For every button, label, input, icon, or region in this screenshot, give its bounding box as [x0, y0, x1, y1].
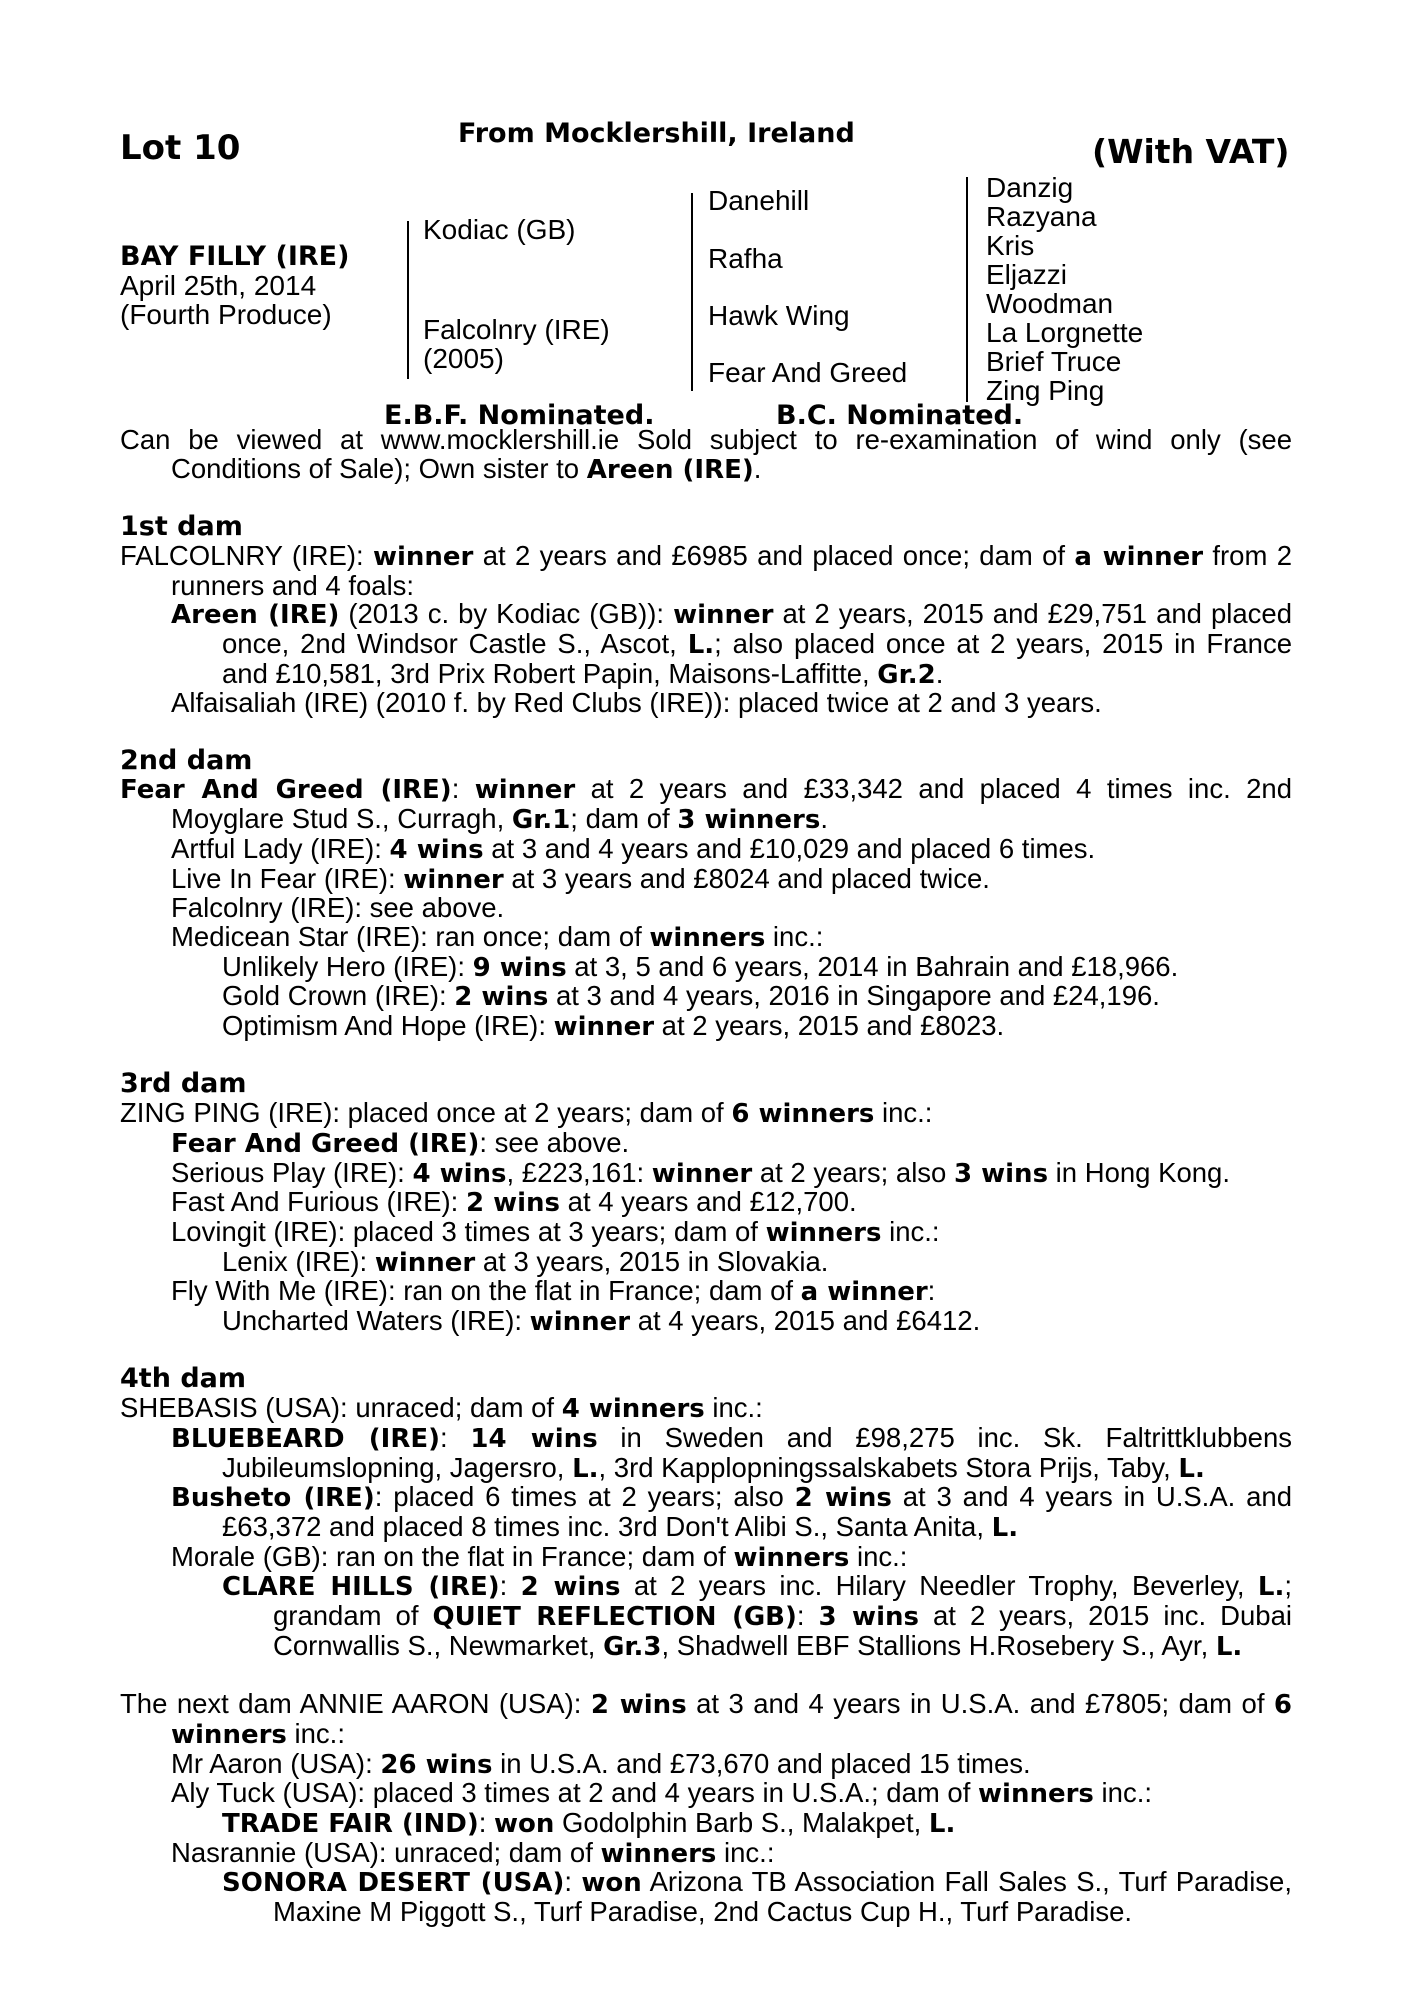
pedigree-gen4-7: Brief Truce [986, 346, 1122, 377]
pedigree-bracket-gen3 [966, 177, 968, 402]
pedigree-bracket-gen1 [407, 221, 409, 379]
section-2 [120, 744, 1293, 1043]
entry-line: Fear And Greed (IRE): winner at 2 years and £33,342 and placed 4 times inc. 2nd Moyglare Stud S., Curragh, Gr.1; dam of 3 winners. [120, 773, 1293, 836]
section-heading: 4th dam [120, 1363, 246, 1395]
entry-line: Serious Play (IRE): 4 wins, £223,161: winner at 2 years; also 3 wins in Hong Kong. [171, 1156, 1230, 1189]
pedigree-gen4-8: Zing Ping [986, 375, 1105, 406]
entry-line: Gold Crown (IRE): 2 wins at 3 and 4 years, 2016 in Singapore and £24,196. [222, 980, 1160, 1013]
pedigree-sire: Kodiac (GB) [423, 214, 576, 245]
horse-identity [120, 242, 349, 330]
entry-line: Mr Aaron (USA): 26 wins in U.S.A. and £73,670 and placed 15 times. [171, 1747, 1031, 1780]
vat-status: (With VAT) [1092, 132, 1290, 171]
entry-line: Uncharted Waters (IRE): winner at 4 years, 2015 and £6412. [222, 1305, 981, 1338]
section-heading: 2nd dam [120, 744, 253, 776]
entry-line: Medicean Star (IRE): ran once; dam of winners inc.: [171, 920, 824, 953]
entry-line: SHEBASIS (USA): unraced; dam of 4 winners inc.: [120, 1392, 763, 1425]
pedigree-gen4-6: La Lorgnette [986, 317, 1144, 348]
section-1 [120, 513, 1292, 718]
foaling-date: April 25th, 2014 [120, 270, 317, 301]
entry-line: Optimism And Hope (IRE): winner at 2 years, 2015 and £8023. [222, 1010, 1005, 1043]
entry-line: Lenix (IRE): winner at 3 years, 2015 in Slovakia. [222, 1245, 829, 1278]
section-heading: 3rd dam [120, 1068, 247, 1100]
horse-name: BAY FILLY (IRE) [120, 241, 350, 272]
catalogue-body [120, 426, 1292, 1927]
pedigree-dam-year: (2005) [423, 343, 504, 374]
entry-line: Alfaisaliah (IRE) (2010 f. by Red Clubs (IRE)): placed twice at 2 and 3 years. [171, 687, 1102, 719]
entry-line: CLARE HILLS (IRE): 2 wins at 2 years inc. Hilary Needler Trophy, Beverley, L.; grandam of QUIET REFLECTION (GB): 3 wins at 2 years, 2015 inc. Dubai Cornwallis S., Newmarket, Gr.3, Shadwell EBF Stallions H.Rosebery S., Ayr, L. [222, 1570, 1293, 1662]
entry-line: The next dam ANNIE AARON (USA): 2 wins at 3 and 4 years in U.S.A. and £7805; dam of 6 winners inc.: [120, 1688, 1292, 1750]
section-5 [120, 1690, 1292, 1927]
pedigree-gen3-2: Rafha [708, 243, 783, 274]
pedigree-dam: Falcolnry (IRE) [423, 314, 610, 345]
section-4 [120, 1365, 1292, 1661]
pedigree-gen4-4: Eljazzi [986, 259, 1067, 290]
entry-line: Lovingit (IRE): placed 3 times at 3 years; dam of winners inc.: [171, 1215, 940, 1248]
pedigree-gen4-2: Razyana [986, 201, 1097, 232]
pedigree-gen4 [986, 173, 1143, 405]
entry-line: Fear And Greed (IRE): see above. [171, 1126, 630, 1159]
pedigree-gen3-4: Fear And Greed [708, 357, 908, 388]
section-heading: 1st dam [120, 511, 243, 543]
entry-line: Aly Tuck (USA): placed 3 times at 2 and 4 years in U.S.A.; dam of winners inc.: [171, 1777, 1152, 1810]
entry-line: TRADE FAIR (IND): won Godolphin Barb S., Malakpet, L. [222, 1806, 956, 1839]
intro-text: Can be viewed at www.mocklershill.ie Sold subject to re-examination of wind only (see Conditions of Sale); Own sister to Areen (IRE). [120, 424, 1292, 485]
entry-line: Unlikely Hero (IRE): 9 wins at 3, 5 and 6 years, 2014 in Bahrain and £18,966. [222, 950, 1179, 983]
entry-line: ZING PING (IRE): placed once at 2 years; dam of 6 winners inc.: [120, 1097, 933, 1130]
dam-sections [120, 513, 1292, 1927]
pedigree-gen4-5: Woodman [986, 288, 1114, 319]
ebf-nomination: E.B.F. Nominated. [384, 400, 655, 431]
pedigree-gen3-3: Hawk Wing [708, 300, 850, 331]
pedigree-gen3-1: Danehill [708, 185, 810, 216]
section-3 [120, 1070, 1292, 1336]
entry-line: Fast And Furious (IRE): 2 wins at 4 years and £12,700. [171, 1186, 857, 1219]
entry-line: BLUEBEARD (IRE): 14 wins in Sweden and £98,275 inc. Sk. Faltrittklubbens Jubileumslopning, Jagersro, L., 3rd Kapplopningssalskabets Stora Prijs, Taby, L. [171, 1421, 1292, 1484]
consignor-origin: From Mocklershill, Ireland [458, 118, 855, 149]
entry-line: Live In Fear (IRE): winner at 3 years and £8024 and placed twice. [171, 862, 990, 895]
entry-line: Nasrannie (USA): unraced; dam of winners inc.: [171, 1836, 775, 1869]
entry-line: Areen (IRE) (2013 c. by Kodiac (GB)): winner at 2 years, 2015 and £29,751 and placed once, 2nd Windsor Castle S., Ascot, L.; also placed once at 2 years, 2015 in France and £10,581, 3rd Prix Robert Papin, Maisons-Laffitte, Gr.2. [171, 598, 1293, 690]
entry-line: Artful Lady (IRE): 4 wins at 3 and 4 years and £10,029 and placed 6 times. [171, 832, 1096, 865]
bc-nomination: B.C. Nominated. [776, 400, 1024, 431]
entry-line: Falcolnry (IRE): see above. [171, 892, 505, 924]
pedigree-bracket-gen2 [691, 193, 693, 391]
entry-line: SONORA DESERT (USA): won Arizona TB Association Fall Sales S., Turf Paradise, Maxine M Piggott S., Turf Paradise, 2nd Cactus Cup H., Turf Paradise. [222, 1866, 1292, 1928]
lot-number: Lot 10 [120, 128, 241, 168]
entry-line: Morale (GB): ran on the flat in France; dam of winners inc.: [171, 1540, 908, 1573]
produce-note: (Fourth Produce) [120, 299, 332, 330]
entry-line: Busheto (IRE): placed 6 times at 2 years; also 2 wins at 3 and 4 years in U.S.A. and £63,372 and placed 8 times inc. 3rd Don't Alibi S., Santa Anita, L. [171, 1481, 1293, 1543]
pedigree-gen4-1: Danzig [986, 172, 1074, 203]
pedigree-gen4-3: Kris [986, 230, 1035, 261]
entry-line: FALCOLNRY (IRE): winner at 2 years and £6985 and placed once; dam of a winner from 2 runners and 4 foals: [120, 539, 1292, 601]
entry-line: Fly With Me (IRE): ran on the flat in France; dam of a winner: [171, 1275, 936, 1308]
